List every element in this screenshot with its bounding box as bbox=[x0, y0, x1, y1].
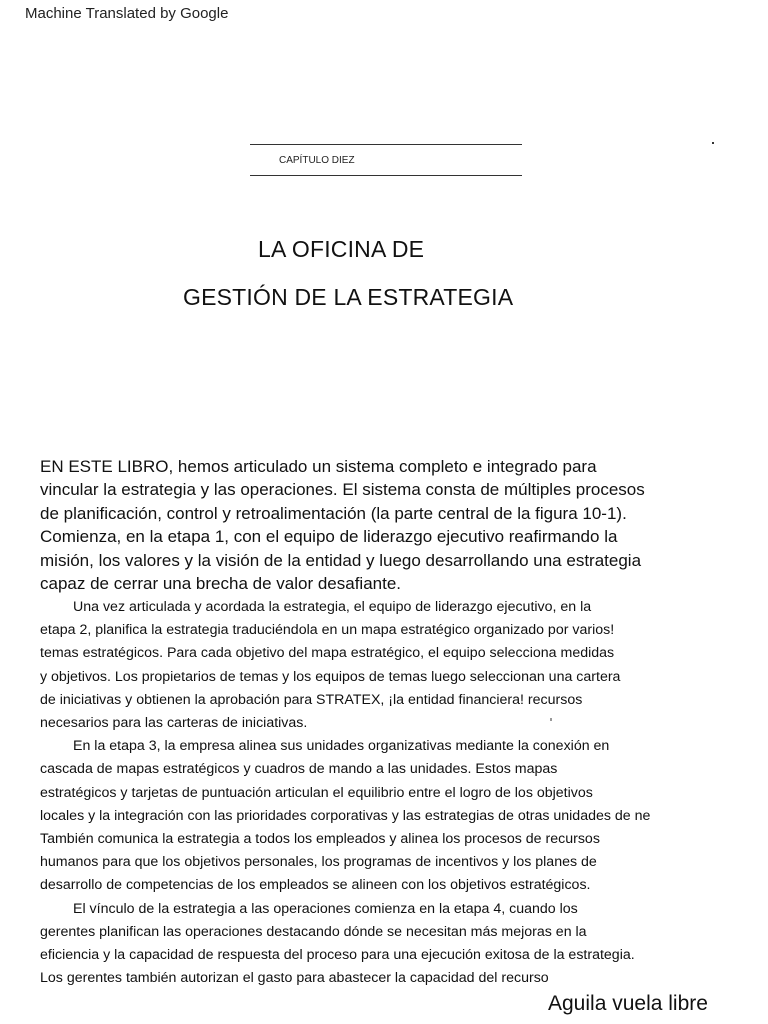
body-line: También comunica la estrategia a todos los empleados y alinea los procesos de recursos bbox=[40, 831, 600, 848]
chapter-title-line-1: LA OFICINA DE bbox=[258, 236, 425, 262]
body-line: locales y la integración con las prioridades corporativas y las estrategias de otras unidades de ne bbox=[40, 807, 651, 824]
body-line: desarrollo de competencias de los empleados se alineen con los objetivos estratégicos. bbox=[40, 877, 591, 894]
scan-dot bbox=[712, 142, 714, 144]
body-paragraphs bbox=[40, 596, 768, 990]
body-line: humanos para que los objetivos personales, los programas de incentivos y los planes de bbox=[40, 854, 597, 871]
footer-brand-text: Aguila vuela libre bbox=[548, 992, 708, 1015]
body-line: El vínculo de la estrategia a las operaciones comienza en la etapa 4, cuando los bbox=[73, 900, 578, 917]
body-line: Una vez articulada y acordada la estrategia, el equipo de liderazgo ejecutivo, en la bbox=[73, 599, 592, 615]
intro-line: vincular la estrategia y las operaciones. El sistema consta de múltiples procesos bbox=[40, 480, 645, 500]
body-line: En la etapa 3, la empresa alinea sus unidades organizativas mediante la conexión en bbox=[73, 738, 610, 755]
scan-speck bbox=[550, 718, 552, 721]
body-line: Los gerentes también autorizan el gasto para abastecer la capacidad del recurso bbox=[40, 970, 549, 987]
body-line: y objetivos. Los propietarios de temas y los equipos de temas luego seleccionan una cartera bbox=[40, 668, 621, 685]
intro-line: Comienza, en la etapa 1, con el equipo de liderazgo ejecutivo reafirmando la bbox=[40, 527, 618, 547]
body-line: de iniciativas y obtienen la aprobación para STRATEX, ¡la entidad financiera! recursos bbox=[40, 691, 583, 708]
body-line: temas estratégicos. Para cada objetivo del mapa estratégico, el equipo selecciona medidas bbox=[40, 645, 615, 662]
body-line: gerentes planifican las operaciones destacando dónde se necesitan más mejoras en la bbox=[40, 923, 587, 940]
chapter-rule-bottom bbox=[250, 175, 522, 176]
machine-translation-watermark: Machine Translated by Google bbox=[25, 5, 229, 22]
body-line: eficiencia y la capacidad de respuesta del proceso para una ejecución exitosa de la estrategia. bbox=[40, 947, 635, 964]
intro-line: de planificación, control y retroalimentación (la parte central de la figura 10-1). bbox=[40, 503, 627, 523]
body-line: necesarios para las carteras de iniciativas. bbox=[40, 715, 308, 732]
body-line: estratégicos y tarjetas de puntuación articulan el equilibrio entre el logro de los objetivos bbox=[40, 784, 593, 801]
body-line: cascada de mapas estratégicos y cuadros de mando a las unidades. Estos mapas bbox=[40, 761, 558, 778]
intro-line: EN ESTE LIBRO, hemos articulado un sistema completo e integrado para bbox=[40, 457, 597, 476]
chapter-rule-top bbox=[250, 144, 522, 145]
body-line: etapa 2, planifica la estrategia traduciéndola en un mapa estratégico organizado por varios! bbox=[40, 622, 615, 639]
chapter-label: CAPÍTULO DIEZ bbox=[279, 155, 355, 166]
intro-paragraph bbox=[40, 455, 768, 595]
chapter-title-line-2: GESTIÓN DE LA ESTRATEGIA bbox=[183, 284, 514, 310]
intro-line: capaz de cerrar una brecha de valor desafiante. bbox=[40, 574, 402, 594]
intro-line: misión, los valores y la visión de la entidad y luego desarrollando una estrategia bbox=[40, 550, 642, 570]
